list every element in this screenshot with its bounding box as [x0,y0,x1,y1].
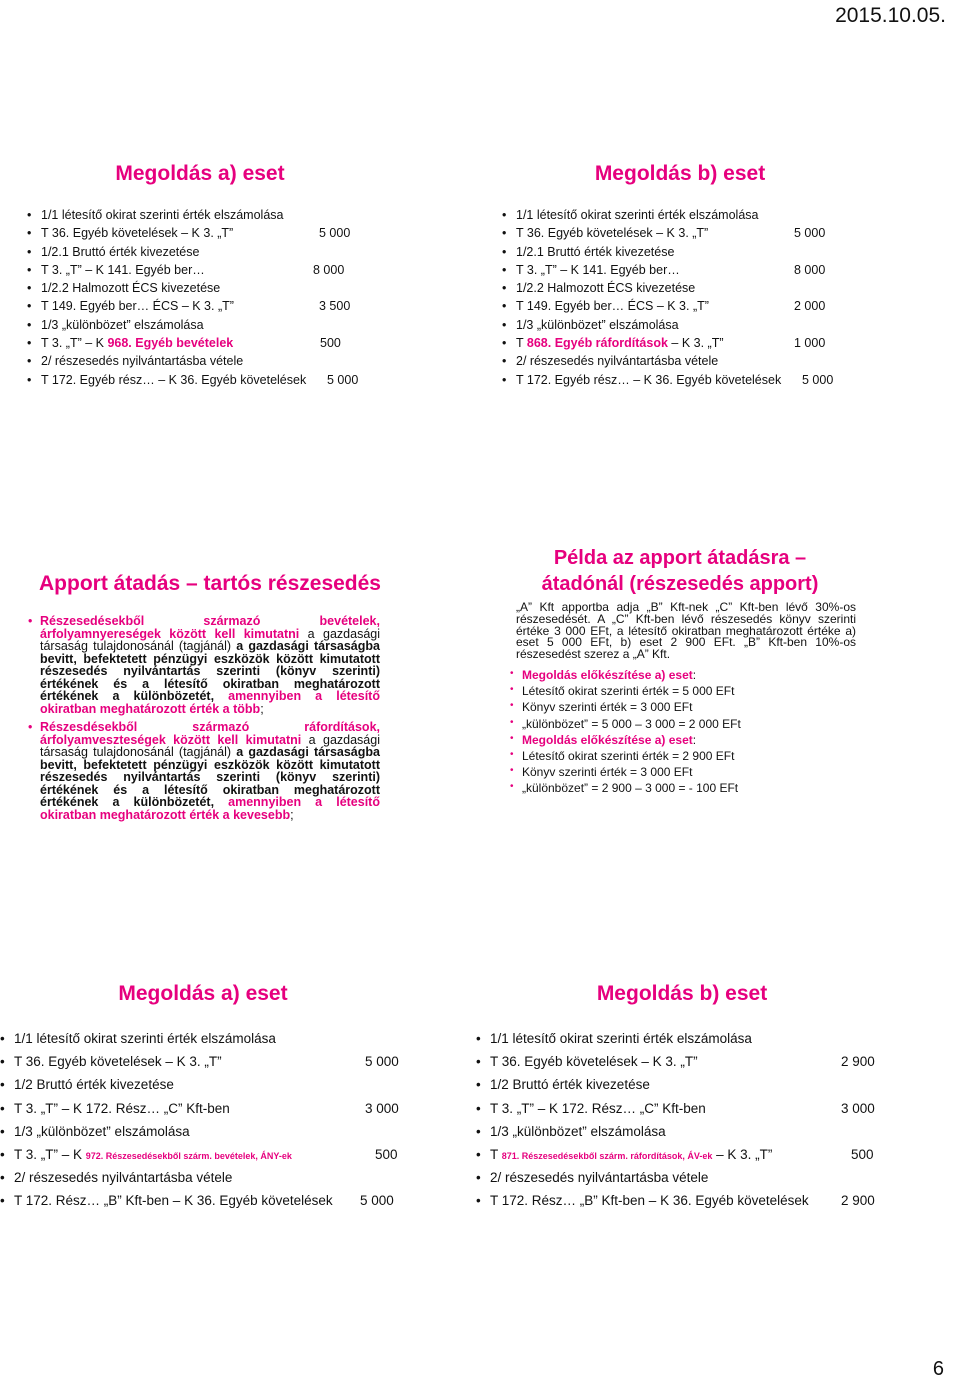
list-item: • „különbözet” = 5 000 – 3 000 = 2 000 EFt [522,717,741,733]
slide-1-title: Megoldás a) eset [115,162,285,185]
list-item: • T 149. Egyéb ber… ÉCS – K 3. „T” 3 500 [41,299,306,317]
paragraph-1: • Részesedésekből származó bevételek, árfolyamnyereségek között kell kimutatni a gazdasági társaság tulajdonosánál (tagjánál) a gazdasági társaságba bevitt, befektetett pénzügyi eszközök között kimutatott részesedés nyilvántartás szerinti (könyv szerinti) értékének és a létesítő okiratban meghatározott értékének a különbözetét, amennyiben a létesítő okiratban meghatározott érték a több; [40,615,380,715]
list-item: • 2/ részesedés nyilvántartásba vétele [14,1170,333,1193]
list-item: • 1/3 „különbözet” elszámolása [14,1124,333,1147]
list-item: • T 3. „T” – K 141. Egyéb ber… 8 000 [41,263,306,281]
list-item: • 1/2.2 Halmozott ÉCS kivezetése [41,281,306,299]
list-item: • T 172. Rész… „B” Kft-ben – K 36. Egyéb követelések 5 000 [14,1193,333,1216]
list-item: • T 3. „T” – K 172. Rész… „C” Kft-ben 3 000 [490,1101,809,1124]
list-item: • T 172. Egyéb rész… – K 36. Egyéb követelések 5 000 [41,373,306,391]
list-item: • „különbözet” = 2 900 – 3 000 = - 100 EFt [522,781,741,797]
list-item: • Megoldás előkészítése a) eset: [522,668,741,684]
slide-4-title [495,545,865,597]
slide-3-body [40,615,380,827]
page-date: 2015.10.05. [835,4,946,27]
list-item: • Létesítő okirat szerinti érték = 5 000 EFt [522,684,741,700]
list-item: • T 3. „T” – K 172. Rész… „C” Kft-ben 3 000 [14,1101,333,1124]
list-item: • 2/ részesedés nyilvántartásba vétele [41,354,306,372]
slide-3-title: Apport átadás – tartós részesedés [39,572,381,595]
list-item: • T 36. Egyéb követelések – K 3. „T” 5 000 [516,226,781,244]
page-number: 6 [932,1358,944,1380]
list-item: • T 3. „T” – K 968. Egyéb bevételek 500 [41,336,306,354]
paragraph-2: • Részesdésekből származó ráfordítások, árfolyamveszteségek között kell kimutatni a gazdasági társaság tulajdonosánál (tagjánál) a gazdasági társaságba bevitt, befektetett pénzügyi eszközök között kimutatott részesedés nyilvántartás szerinti (könyv szerinti) értékének és a létesítő okiratban meghatározott értékének a különbözetét, amennyiben a létesítő okiratban meghatározott érték a kevesebb; [40,721,380,821]
slide-4-intro: „A” Kft apportba adja „B” Kft-nek „C” Kft-ben lévő 30%-os részesedését. A „C” Kft-ben lévő részesedés könyv szerinti értéke 3 000 EFt, a létesítő okiratban meghatározott értéke a) eset 5 000 EFt, b) eset 2 900 EFt. „B” Kft-ben 10%-os részesedést szerez a „A” Kft. [516,600,856,662]
slide-1-list [41,208,359,391]
list-item: • 1/1 létesítő okirat szerinti érték elszámolása [41,208,306,226]
list-item: • T 3. „T” – K 972. Részesedésekből szárm. bevételek, ÁNY-ek 500 [14,1147,333,1170]
list-item: • 1/1 létesítő okirat szerinti érték elszámolása [490,1031,809,1054]
list-item: • 1/1 létesítő okirat szerinti érték elszámolása [14,1031,333,1054]
list-item: • Megoldás előkészítése a) eset: [522,733,741,749]
slide-1 [20,150,420,410]
slide-4-list [522,668,741,798]
slide-6 [476,970,896,1220]
list-item: • T 36. Egyéb követelések – K 3. „T” 2 900 [490,1054,809,1077]
list-item: • T 36. Egyéb követelések – K 3. „T” 5 000 [14,1054,333,1077]
slide-4-title-line-2: átadónál (részesedés apport) [541,573,819,595]
slide-4-title-line-1: Példa az apport átadásra – [553,547,807,569]
list-item: • T 868. Egyéb ráfordítások – K 3. „T” 1 000 [516,336,781,354]
list-item: • T 871. Részesedésekből szárm. ráfordítások, ÁV-ek – K 3. „T” 500 [490,1147,809,1170]
list-item: • T 3. „T” – K 141. Egyéb ber… 8 000 [516,263,781,281]
slide-3 [20,560,400,850]
slide-5 [0,970,420,1220]
list-item: • 2/ részesedés nyilvántartásba vétele [516,354,781,372]
list-item: • T 172. Rész… „B” Kft-ben – K 36. Egyéb követelések 2 900 [490,1193,809,1216]
list-item: • Létesítő okirat szerinti érték = 2 900 EFt [522,749,741,765]
list-item: • 1/2 Bruttó érték kivezetése [490,1077,809,1100]
slide-2-list [516,208,834,391]
list-item: • 1/3 „különbözet” elszámolása [490,1124,809,1147]
slide-6-list [490,1031,875,1217]
list-item: • T 172. Egyéb rész… – K 36. Egyéb követelések 5 000 [516,373,781,391]
list-item: • 1/1 létesítő okirat szerinti érték elszámolása [516,208,781,226]
list-item: • 2/ részesedés nyilvántartásba vétele [490,1170,809,1193]
slide-2-title: Megoldás b) eset [594,162,766,185]
slide-6-title: Megoldás b) eset [596,982,768,1005]
slide-5-list [14,1031,399,1217]
list-item: • 1/3 „különbözet” elszámolása [516,318,781,336]
list-item: • Könyv szerinti érték = 3 000 EFt [522,765,741,781]
list-item: • T 149. Egyéb ber… ÉCS – K 3. „T” 2 000 [516,299,781,317]
list-item: • 1/2.1 Bruttó érték kivezetése [41,245,306,263]
list-item: • 1/2 Bruttó érték kivezetése [14,1077,333,1100]
list-item: • 1/3 „különbözet” elszámolása [41,318,306,336]
slide-4 [495,540,875,810]
slide-2 [495,150,895,410]
list-item: • 1/2.1 Bruttó érték kivezetése [516,245,781,263]
slide-5-title: Megoldás a) eset [118,982,288,1005]
list-item: • 1/2.2 Halmozott ÉCS kivezetése [516,281,781,299]
list-item: • T 36. Egyéb követelések – K 3. „T” 5 000 [41,226,306,244]
list-item: • Könyv szerinti érték = 3 000 EFt [522,700,741,716]
